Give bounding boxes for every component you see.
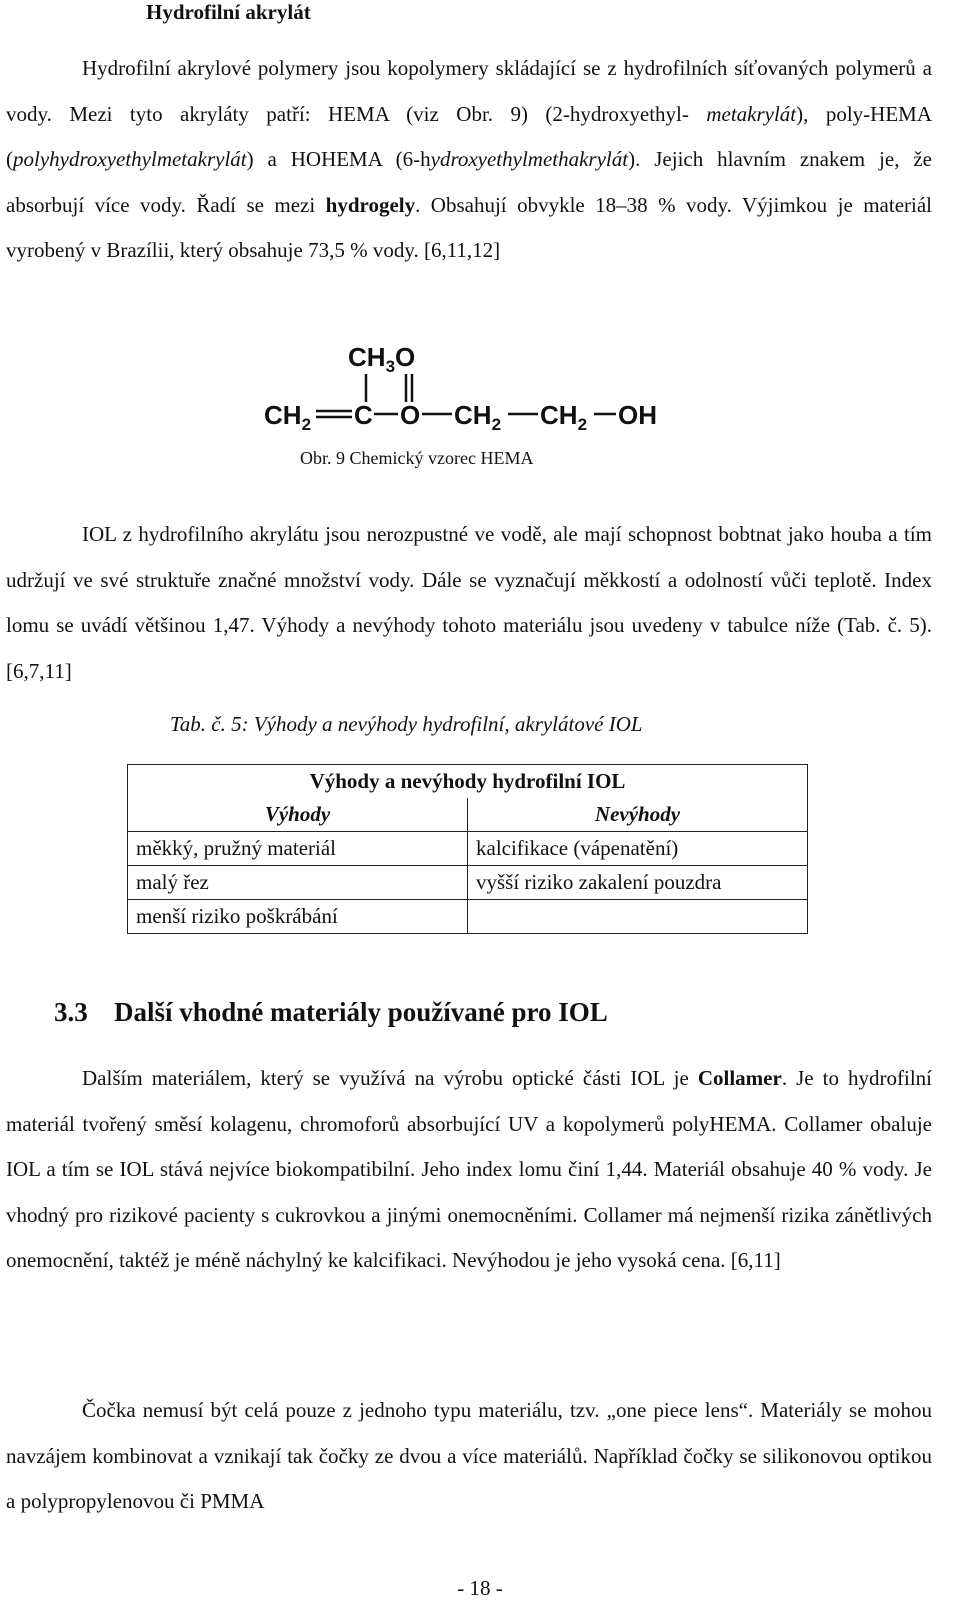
table-header-row	[128, 798, 808, 832]
paragraph-combined-lenses	[6, 1388, 932, 1525]
para3-bold-term: Collamer	[697, 1066, 782, 1090]
para4-text: Čočka nemusí být celá pouze z jednoho typu materiálu, tzv. „one piece lens“. Materiály se mohou navzájem kombinovat a vznikají tak čočky ze dvou a více materiálů. Například čočky se silikonovou optikou a polypropylenovou či PMMA	[6, 1398, 932, 1513]
para1-italic-1: metakrylát	[706, 101, 797, 126]
para2-text: IOL z hydrofilního akrylátu jsou nerozpustné ve vodě, ale mají schopnost bobtnat jako houba a tím udržují ve své struktuře značné množství vody. Dále se vyznačují měkkostí a odolností vůči teplotě. Index lomu se uvádí většinou 1,47. Výhody a nevýhody tohoto materiálu jsou uvedeny v tabulce níže (Tab. č. 5). [6,7,11]	[6, 522, 932, 683]
paragraph-collamer	[6, 1056, 932, 1284]
figure-caption: Obr. 9 Chemický vzorec HEMA	[300, 448, 534, 468]
para3-text-1: Dalším materiálem, který se využívá na výrobu optické části IOL je	[82, 1066, 698, 1090]
table-cell: měkký, pružný materiál	[128, 832, 468, 866]
para3-text-3: . Je to hydrofilní materiál tvořený směsí kolagenu, chromoforů absorbující UV a kopolymerů polyHEMA. Collamer obaluje IOL a tím se IOL stává nejvíce biokompatibilní. Jeho index lomu činí 1,44. Materiál obsahuje 40 % vody. Je vhodný pro rizikové pacienty s cukrovkou a jinými onemocněními. Collamer má nejmenší rizika zánětlivých onemocnění, taktéž je méně náchylný ke kalcifikaci. Nevýhodou je jeho vysoká cena. [6,11]	[6, 1066, 932, 1272]
table-row	[128, 832, 808, 866]
paragraph-hydrophilic-intro	[6, 46, 932, 274]
formula-ch2-first: $CH_2$	[264, 400, 312, 434]
para1-bold-term: hydrogely	[325, 192, 416, 217]
para1-italic-2: polyhydroxyethylmetakrylát	[13, 147, 247, 171]
formula-ch2-second: $CH_2$	[454, 400, 502, 434]
paragraph-iol-properties	[6, 512, 932, 694]
table-row	[128, 866, 808, 900]
formula-carbon: C	[354, 400, 373, 430]
table-row	[128, 900, 808, 934]
page-number: - 18 -	[457, 1576, 503, 1600]
table-caption: Tab. č. 5: Výhody a nevýhody hydrofilní, akrylátové IOL	[170, 712, 643, 736]
table-cell: kalcifikace (vápenatění)	[468, 832, 808, 866]
para1-text-5: ) a HOHEMA (6-h	[246, 147, 431, 171]
table-cell	[468, 900, 808, 934]
section-title: Další vhodné materiály používané pro IOL	[114, 997, 608, 1027]
formula-oxygen: O	[400, 400, 421, 430]
header-disadvantages: Nevýhody	[468, 798, 808, 832]
table-title: Výhody a nevýhody hydrofilní IOL	[128, 765, 808, 799]
para1-italic-3: ydroxyethylmethakrylát	[430, 147, 629, 171]
table-cell: malý řez	[128, 866, 468, 900]
table-cell: menší riziko poškrábání	[128, 900, 468, 934]
para1-text-7: ). Jejich hlavním znakem je, že absorbují více vody. Řadí se mezi	[6, 147, 932, 217]
table-title-row	[128, 765, 808, 799]
section-heading-3-3	[54, 997, 608, 1028]
section-number: 3.3	[54, 997, 88, 1027]
table-cell: vyšší riziko zakalení pouzdra	[468, 866, 808, 900]
formula-top-group: $CH_3O$	[348, 342, 416, 376]
header-advantages: Výhody	[128, 798, 468, 832]
section-heading: Hydrofilní akrylát	[146, 0, 311, 24]
hema-chemical-formula	[262, 338, 662, 438]
formula-ch2-third: $CH_2$	[540, 400, 588, 434]
formula-hydroxyl: OH	[618, 400, 657, 430]
advantages-table	[127, 764, 808, 934]
para1-text-1: Hydrofilní akrylové polymery jsou kopolymery skládající se z hydrofilních síťovaných polymerů a vody. Mezi tyto akryláty patří: HEMA (viz Obr. 9) (2-hydroxyethyl-	[6, 56, 932, 126]
para1-text-3: ), poly-HEMA (	[6, 101, 932, 171]
para1-text-9: . Obsahují obvykle 18–38 % vody. Výjimkou je materiál vyrobený v Brazílii, který obsahuje 73,5 % vody. [6,11,12]	[6, 192, 932, 262]
